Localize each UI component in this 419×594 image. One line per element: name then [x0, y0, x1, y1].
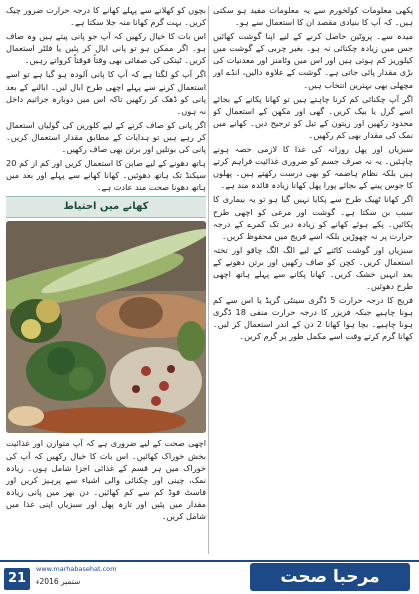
page-footer: [0, 560, 419, 594]
right-paragraph: سبزیاں اور پھل روزانہ کی غذا کا لازمی حصہ ہونے چاہئیں۔ یہ نہ صرف جسم کو ضروری غذائیت فراہم کرتے ہیں بلکہ نظام ہاضمہ کو بھی درست رکھتے ہیں۔ پھلوں کا جوس پینے کے بجائے پورا پھل کھانا زیادہ فائدہ مند ہے۔: [213, 144, 413, 191]
vegetables-illustration: [6, 221, 206, 433]
vegetables-photo: [6, 221, 206, 433]
right-column: [213, 4, 413, 345]
left-paragraph: ہاتھ دھونے کے لیے صابن کا استعمال کریں اور کم از کم 20 سیکنڈ تک ہاتھ دھوئیں۔ کھانا کھانے سے پہلے اور بعد میں ہاتھ دھونا صحت مند عادت ہے۔: [6, 158, 206, 193]
website-link[interactable]: www.marhabasehat.com: [36, 565, 117, 573]
section-heading: کھانے میں احتیاط: [6, 196, 206, 218]
right-paragraph: اگر آپ چکنائی کم کرنا چاہتے ہیں تو کھانا پکانے کے بجائے اسے گرل یا بیک کریں۔ گھی اور مکھن کے استعمال کو محدود رکھیں اور زیتون کے تیل کو ترجیح دیں۔ کھانے میں نمک کی مقدار بھی کم رکھیں۔: [213, 93, 413, 140]
right-paragraph: فریج کا درجہ حرارت 5 ڈگری سینٹی گریڈ یا اس سے کم ہونا چاہیے جبکہ فریزر کا درجہ حرارت منفی 18 ڈگری ہونا چاہیے۔ بچا ہوا کھانا 2 دن کے اندر استعمال کر لیں۔ کھانا گرم کرتے وقت اسے مکمل طور پر گرم کریں۔: [213, 295, 413, 342]
left-paragraph: اگر آپ کو لگتا ہے کہ آپ کا پانی آلودہ ہو گیا ہے تو اسے استعمال کرنے سے پہلے اچھی طرح ابال لیں۔ ابالنے کے بعد پانی کو ڈھک کر رکھیں تاکہ اس میں دوبارہ جراثیم داخل نہ ہوں۔: [6, 69, 206, 116]
magazine-logo: مرحبا صحت: [250, 563, 410, 591]
page-number: 21: [4, 568, 30, 590]
left-paragraph: اگر پانی کو صاف کرنے کے لیے کلورین کی گولیاں استعمال کر رہے ہیں تو ہدایات کے مطابق مقدار استعمال کریں۔ پانی کی بوتلیں اور برتن بھی صاف رکھیں۔: [6, 119, 206, 155]
left-paragraph: بچوں کو کھلانے سے پہلے کھانے کا درجہ حرارت ضرور چیک کریں۔ بہت گرم کھانا منہ جلا سکتا ہے۔: [6, 5, 206, 28]
footer-rule: [0, 560, 419, 562]
left-paragraph: اس بات کا خیال رکھیں کہ آپ جو پانی پیتے ہیں وہ صاف ہو۔ اگر ممکن ہو تو پانی ابال کر پئیں یا فلٹر استعمال کریں۔ ٹینکی کی صفائی بھی وقتاً فوقتاً کرواتے رہیں۔: [6, 31, 206, 66]
right-paragraph: اگر کھانا ٹھیک طرح سے پکایا نہیں گیا ہو تو یہ بیماری کا سبب بن سکتا ہے۔ گوشت اور مرغی کو اچھی طرح پکائیں۔ پکے ہوئے کھانے کو زیادہ دیر تک کمرے کے درجہ حرارت پر نہ چھوڑیں بلکہ اسے فریج میں محفوظ کریں۔: [213, 194, 413, 241]
issue-date: ستمبر 2016ء: [36, 577, 81, 586]
left-column: [6, 4, 206, 524]
column-divider: [208, 6, 209, 554]
right-paragraph: سبزیاں اور گوشت کاٹنے کے لیے الگ الگ چاقو اور تختہ استعمال کریں۔ کچن کو صاف رکھیں اور برتن دھونے کے بعد انہیں خشک کریں۔ کھانا پکانے سے پہلے ہاتھ اچھی طرح دھوئیں۔: [213, 244, 413, 292]
right-paragraph: پکھی معلومات کولخورم سے یہ معلومات مفید ہو سکتی ہیں۔ کہ آپ کا بنیادی مقصد ان کا استعمال سے ہو۔: [213, 5, 413, 28]
left-paragraph: اچھی صحت کے لیے ضروری ہے کہ آپ متوازن اور غذائیت بخش خوراک کھائیں۔ اس بات کا خیال رکھیں کہ آپ کی خوراک میں ہر قسم کے غذائی اجزا شامل ہوں۔ زیادہ نمک، چینی اور چکنائی والی اشیاء سے پرہیز کریں اور فاسٹ فوڈ کم سے کم کھائیں۔ دن بھر میں پانی زیادہ مقدار میں پئیں اور تازہ پھل اور سبزیاں اپنی غذا میں شامل کریں۔: [6, 438, 206, 521]
right-paragraph: میدہ سے۔ پروٹین حاصل کرنے کے لیے اپنا گوشت کھائیں جس میں زیادہ چکنائی نہ ہو۔ بغیر چربی کے گوشت میں کیلوریز کم ہوتی ہیں اور اس میں وٹامنز اور معدنیات کی بڑی مقدار پائی جاتی ہے۔ گوشت کے علاوہ دالیں، انڈے اور مچھلی بھی بہترین انتخاب ہیں۔: [213, 31, 413, 90]
